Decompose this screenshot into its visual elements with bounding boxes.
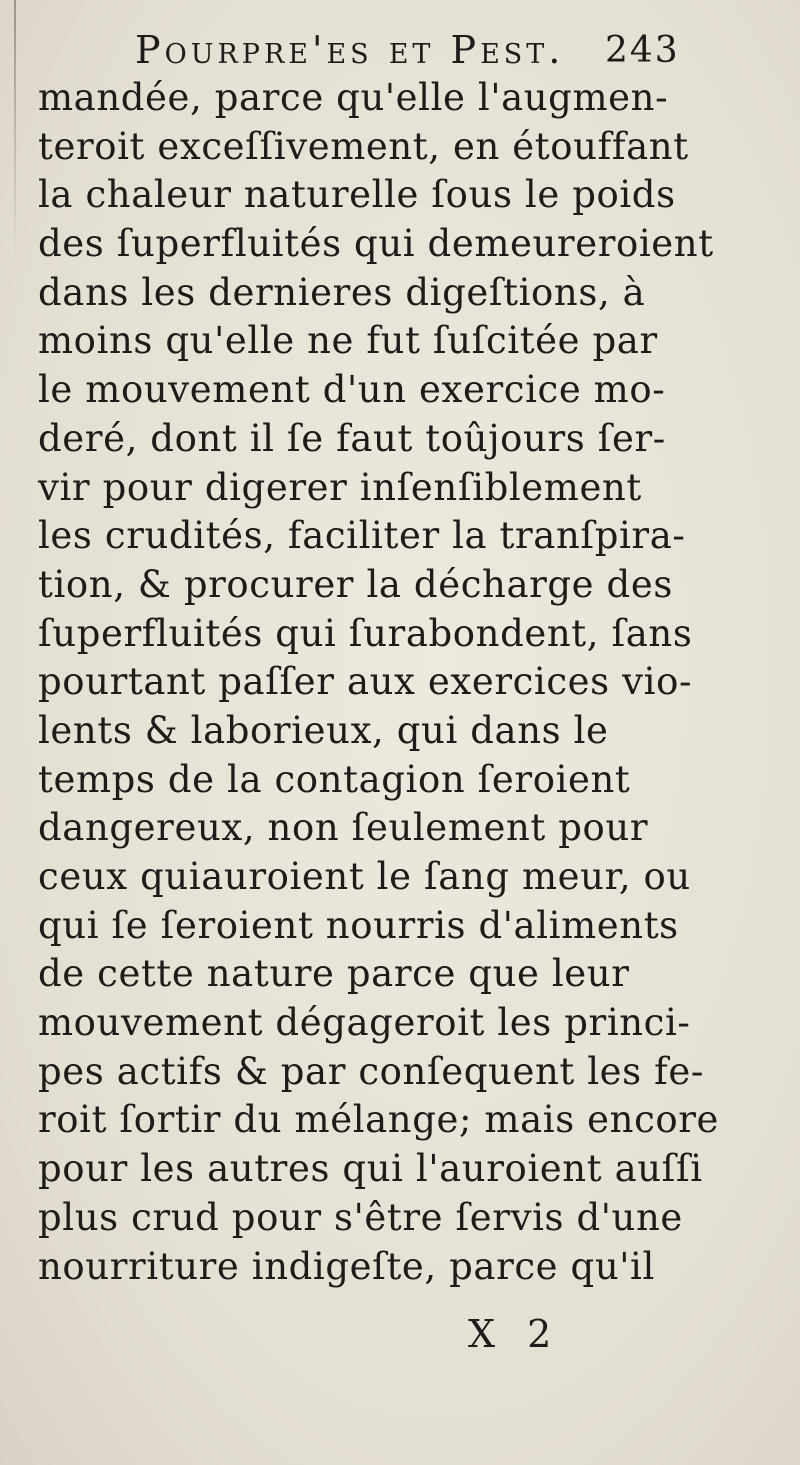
- text-line: des ſuperfluités qui demeureroient: [38, 222, 714, 266]
- text-line: pour les autres qui l'auroient auſſi: [38, 1147, 703, 1191]
- text-line: teroit exceſſivement, en étouffant: [38, 124, 689, 168]
- text-line: lents & laborieux, qui dans le: [38, 708, 609, 752]
- page-number: 243: [605, 30, 680, 71]
- text-line: dangereux, non ſeulement pour: [38, 806, 649, 850]
- text-line: les crudités, faciliter la tranſpira-: [38, 514, 686, 558]
- text-line: nourriture indigeſte, parce qu'il: [38, 1244, 655, 1288]
- text-line: de cette nature parce que leur: [38, 952, 630, 996]
- body-text: [38, 74, 800, 1291]
- text-line: dans les dernieres digeſtions, à: [38, 270, 646, 314]
- text-line: ceux quiauroient le ſang meur, ou: [38, 855, 691, 898]
- text-line: ſuperfluités qui ſurabondent, ſans: [38, 611, 693, 655]
- text-line: tion, & procurer la décharge des: [38, 562, 673, 606]
- text-line: mouvement dégageroit les princi-: [38, 1001, 691, 1045]
- signature-mark: X 2: [468, 1312, 562, 1356]
- running-title: Pourpre'es et Pest.: [135, 28, 565, 72]
- text-line: deré, dont il ſe faut toûjours ſer-: [38, 416, 666, 460]
- text-line: plus crud pour s'être ſervis d'une: [38, 1195, 683, 1239]
- text-line: roit ſortir du mélange; mais encore: [38, 1098, 720, 1142]
- text-line: pes actifs & par conſequent les fe-: [38, 1049, 705, 1093]
- text-line: temps de la contagion ſeroient: [38, 757, 631, 801]
- text-line: moins qu'elle ne fut ſuſcitée par: [38, 319, 658, 363]
- text-line: qui ſe ſeroient nourris d'aliments: [38, 903, 679, 947]
- text-line: la chaleur naturelle ſous le poids: [38, 173, 676, 217]
- text-line: mandée, parce qu'elle l'augmen-: [38, 76, 669, 119]
- gutter-shadow: [14, 0, 16, 260]
- text-line: pourtant paſſer aux exercices vio-: [38, 660, 693, 704]
- text-line: le mouvement d'un exercice mo-: [38, 368, 666, 412]
- text-line: vir pour digerer inſenſiblement: [38, 465, 642, 509]
